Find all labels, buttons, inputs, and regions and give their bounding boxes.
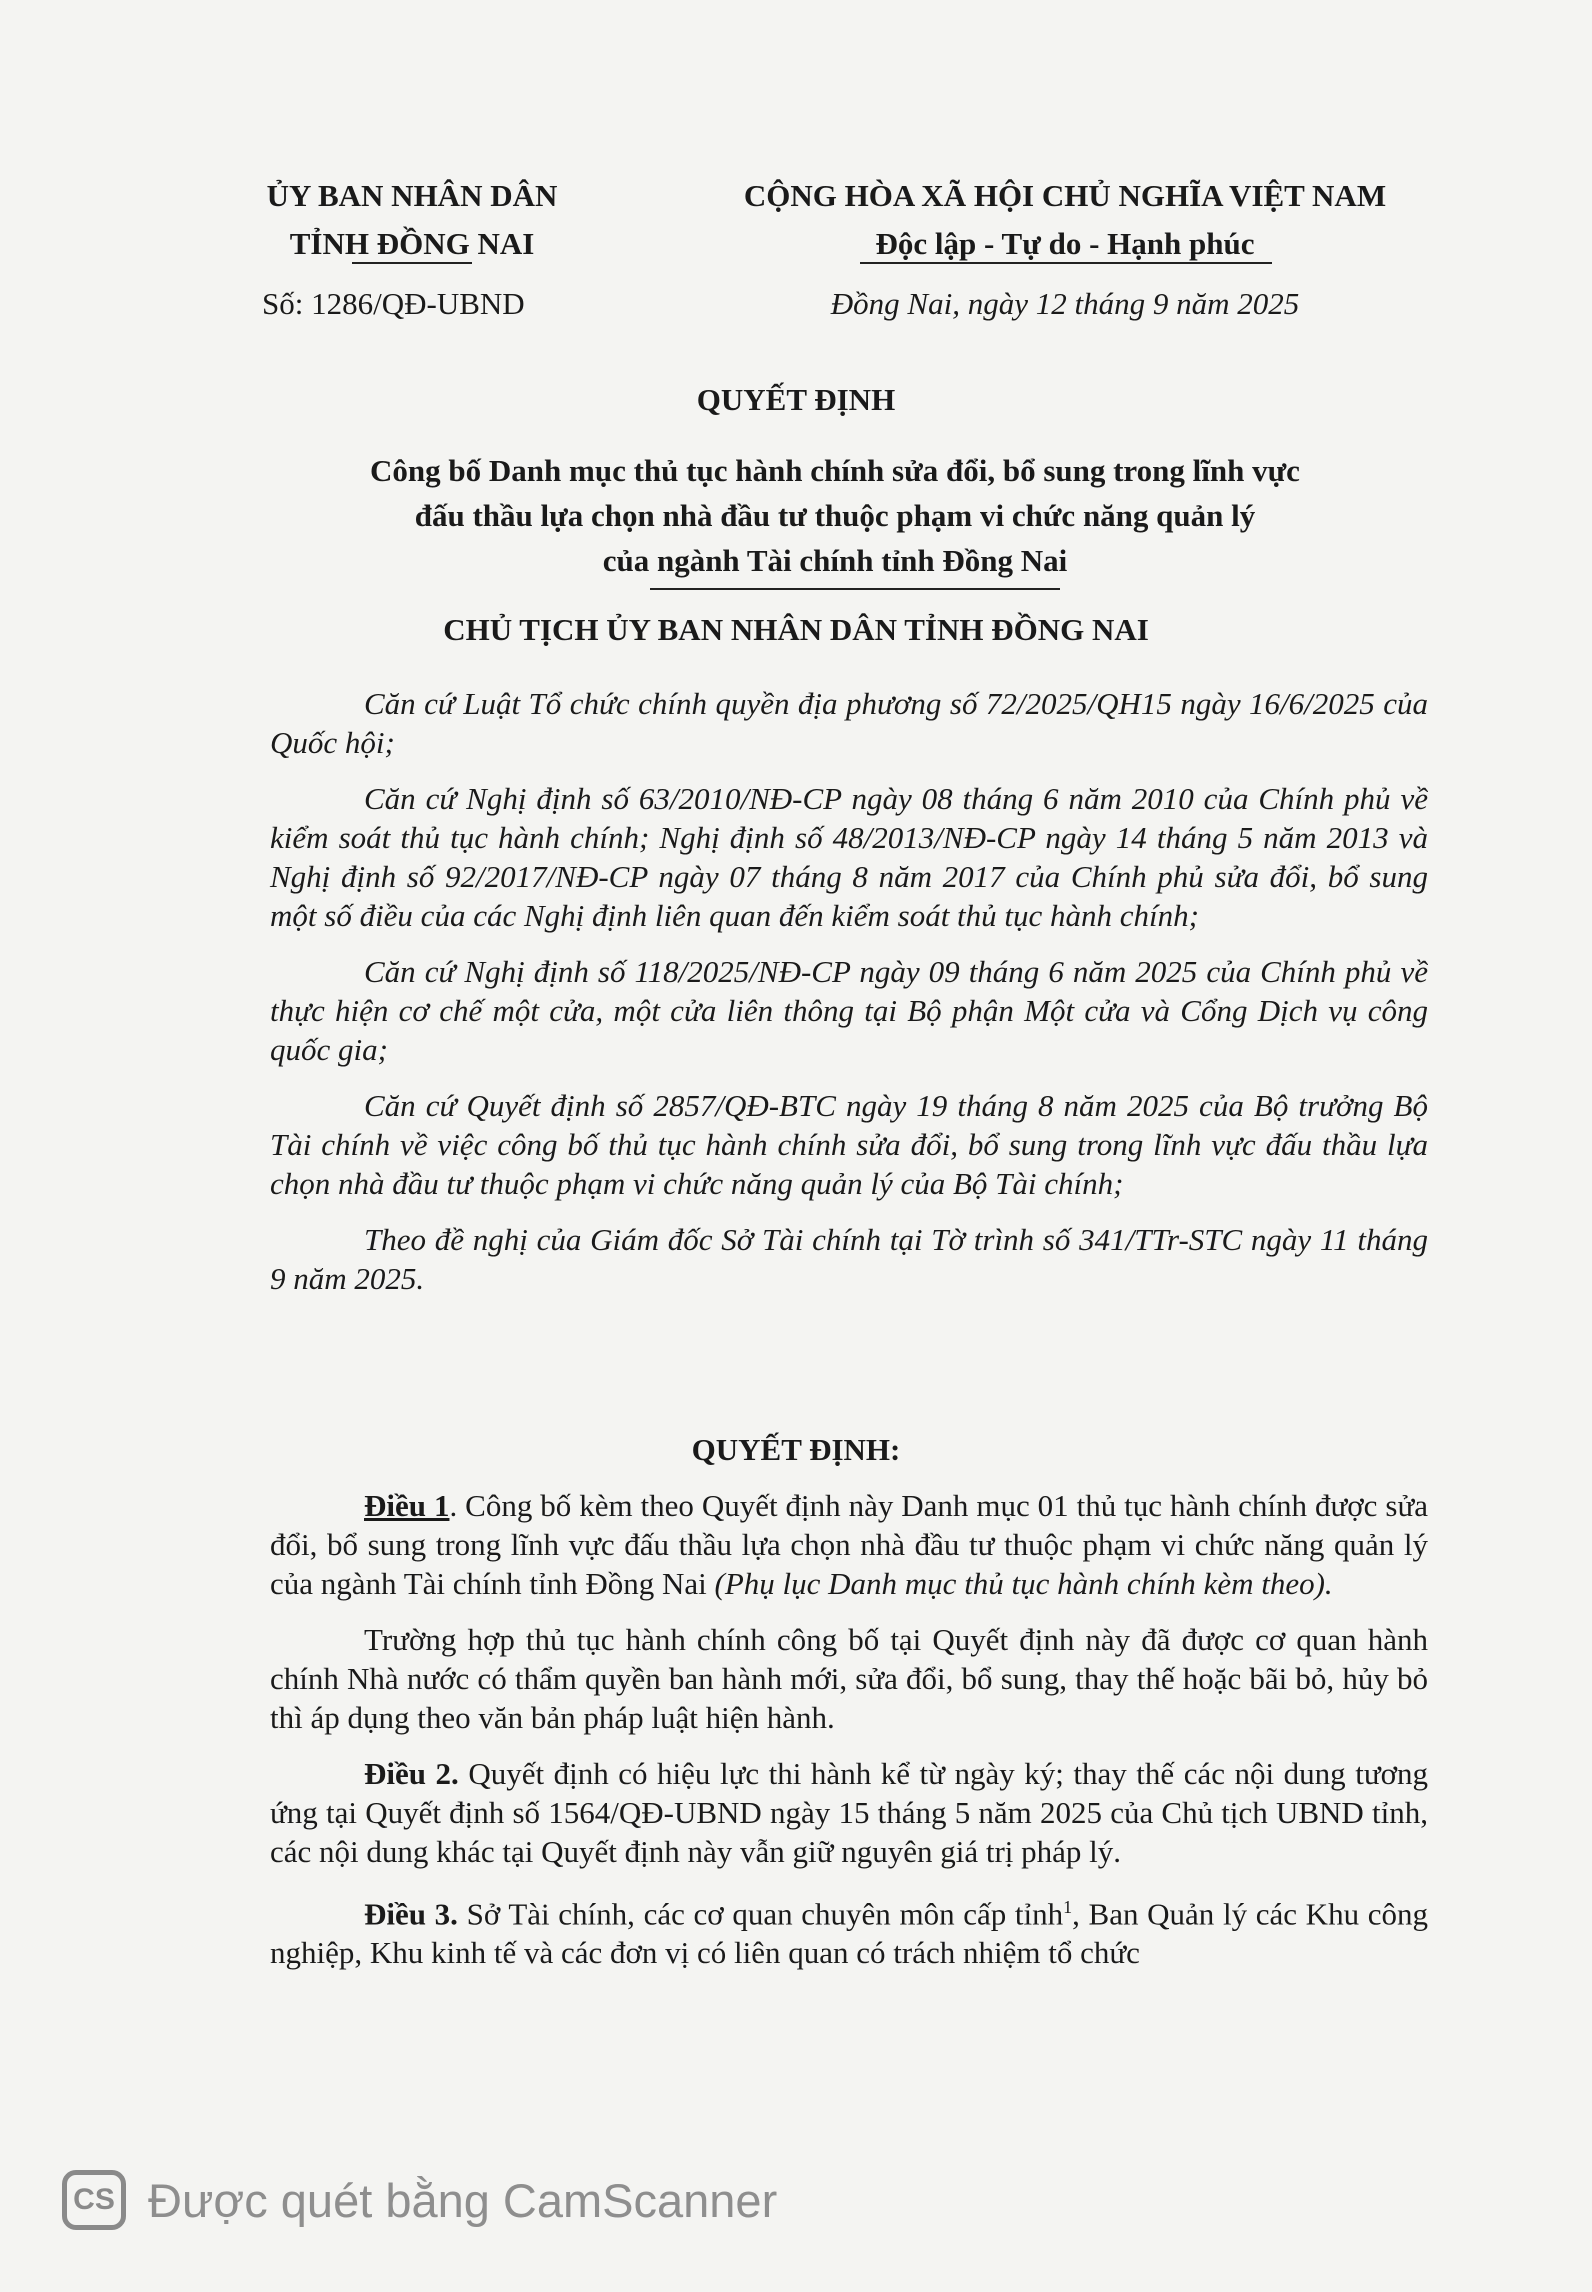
article-3-text-a: Sở Tài chính, các cơ quan chuyên môn cấp tỉnh (457, 1896, 1064, 1932)
article-2 (270, 1754, 1428, 1871)
right-header-underline (860, 262, 1272, 264)
authority-line-1: ỦY BAN NHÂN DÂN (266, 178, 558, 213)
article-1-text: . Công bố kèm theo Quyết định này Danh mục 01 thủ tục hành chính được sửa đổi, bổ sung trong lĩnh vực đấu thầu lựa chọn nhà đầu tư thuộc phạm vi chức năng quản lý của ngành Tài chính tỉnh Đồng Nai (270, 1488, 1428, 1601)
subject-line-3: của ngành Tài chính tỉnh Đồng Nai (602, 543, 1068, 578)
article-1-paragraph-2: Trường hợp thủ tục hành chính công bố tại Quyết định này đã được cơ quan hành chính Nhà nước có thẩm quyền ban hành mới, sửa đổi, bổ sung, thay thế hoặc bãi bỏ, hủy bỏ thì áp dụng theo văn bản pháp luật hiện hành. (270, 1622, 1428, 1735)
motto: Độc lập - Tự do - Hạnh phúc (875, 226, 1255, 261)
authority-line-2: TỈNH ĐỒNG NAI (289, 226, 535, 261)
footnote-marker: 1 (1063, 1897, 1073, 1917)
basis-2: Căn cứ Nghị định số 63/2010/NĐ-CP ngày 08 tháng 6 năm 2010 của Chính phủ về kiểm soát thủ tục hành chính; Nghị định số 48/2013/NĐ-CP ngày 14 tháng 5 năm 2013 và Nghị định số 92/2017/NĐ-CP ngày 07 tháng 8 năm 2017 của Chính phủ sửa đổi, bổ sung một số điều của các Nghị định liên quan đến kiểm soát thủ tục hành chính; (270, 781, 1428, 933)
subject-underline (650, 588, 1060, 590)
left-header-underline (352, 262, 472, 264)
document-number: Số: 1286/QĐ-UBND (262, 286, 525, 321)
document-date: Đồng Nai, ngày 12 tháng 9 năm 2025 (830, 286, 1300, 321)
subject-line-1: Công bố Danh mục thủ tục hành chính sửa đổi, bổ sung trong lĩnh vực (370, 453, 1300, 488)
document-title: QUYẾT ĐỊNH (696, 382, 896, 417)
basis-1: Căn cứ Luật Tổ chức chính quyền địa phương số 72/2025/QH15 ngày 16/6/2025 của Quốc hội; (270, 686, 1428, 760)
country-name: CỘNG HÒA XÃ HỘI CHỦ NGHĨA VIỆT NAM (743, 178, 1387, 213)
camscanner-logo-icon: CS (62, 2170, 126, 2230)
legal-bases (270, 684, 1428, 1315)
article-1-appendix-note: (Phụ lục Danh mục thủ tục hành chính kèm theo). (714, 1566, 1333, 1601)
camscanner-text: Được quét bằng CamScanner (148, 2173, 778, 2227)
basis-4: Căn cứ Quyết định số 2857/QĐ-BTC ngày 19 tháng 8 năm 2025 của Bộ trưởng Bộ Tài chính về việc công bố thủ tục hành chính sửa đổi, bổ sung trong lĩnh vực đấu thầu lựa chọn nhà đầu tư thuộc phạm vi chức năng quản lý của Bộ Tài chính; (270, 1088, 1428, 1201)
article-3-label: Điều 3. (364, 1896, 458, 1932)
basis-5: Theo đề nghị của Giám đốc Sở Tài chính tại Tờ trình số 341/TTr-STC ngày 11 tháng 9 năm 2025. (270, 1222, 1428, 1296)
subject-line-2: đấu thầu lựa chọn nhà đầu tư thuộc phạm vi chức năng quản lý (414, 498, 1256, 533)
articles (270, 1486, 1428, 1989)
article-1-label: Điều 1 (364, 1488, 450, 1523)
document-subject (260, 448, 1410, 583)
national-motto (690, 172, 1440, 268)
decision-heading: QUYẾT ĐỊNH: (691, 1432, 901, 1467)
authority-heading: CHỦ TỊCH ỦY BAN NHÂN DÂN TỈNH ĐỒNG NAI (443, 612, 1149, 647)
article-2-label: Điều 2. (364, 1756, 459, 1791)
camscanner-watermark (62, 2170, 777, 2230)
basis-3: Căn cứ Nghị định số 118/2025/NĐ-CP ngày 09 tháng 6 năm 2025 của Chính phủ về thực hiện cơ chế một cửa, một cửa liên thông tại Bộ phận Một cửa và Cổng Dịch vụ công quốc gia; (270, 954, 1428, 1067)
article-3 (270, 1888, 1428, 1972)
article-2-text: Quyết định có hiệu lực thi hành kể từ ngày ký; thay thế các nội dung tương ứng tại Quyết định số 1564/QĐ-UBND ngày 15 tháng 5 năm 2025 của Chủ tịch UBND tỉnh, các nội dung khác tại Quyết định này vẫn giữ nguyên giá trị pháp lý. (270, 1756, 1429, 1869)
article-1 (270, 1486, 1428, 1603)
issuing-authority (232, 172, 592, 268)
article-3-text-b: , Ban Quản lý các Khu công nghiệp, Khu kinh tế và các đơn vị có liên quan có trách nhiệm tổ chức (270, 1896, 1428, 1971)
